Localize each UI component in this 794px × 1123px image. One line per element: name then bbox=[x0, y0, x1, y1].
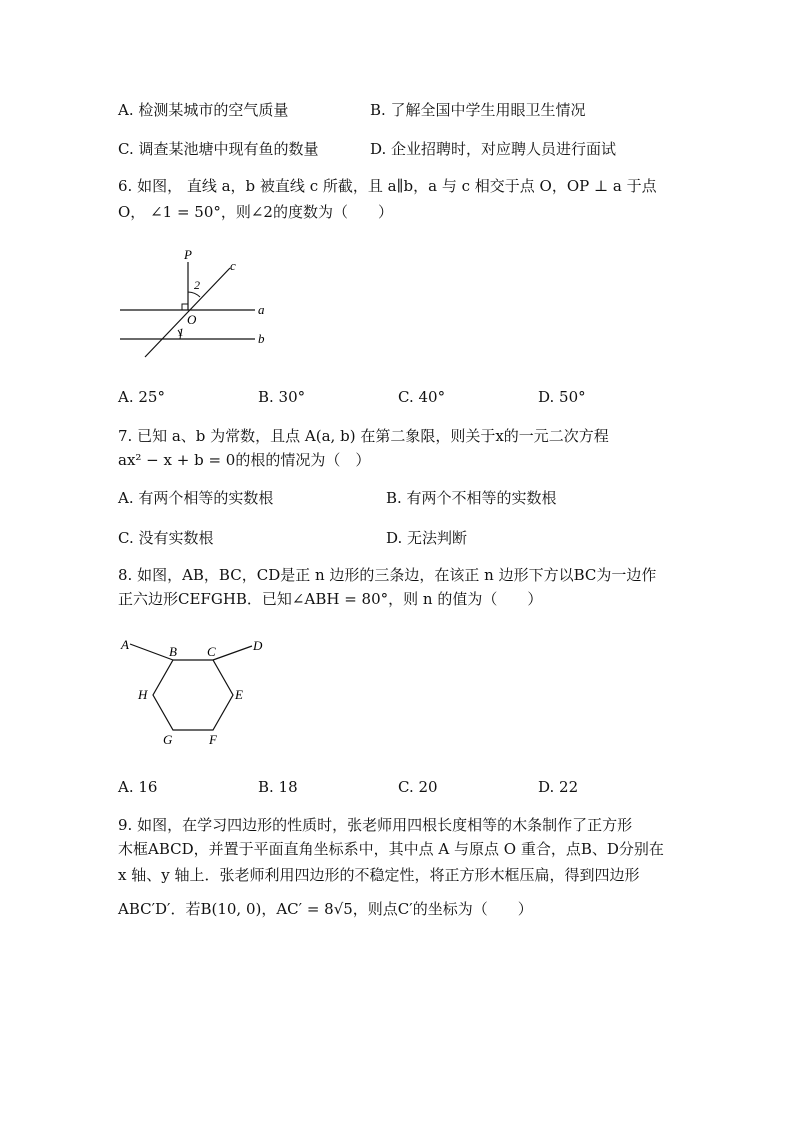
q9-stem-line4: ABC′D′．若B(10, 0)，AC′ = 8√5，则点C′的坐标为（ ） bbox=[118, 900, 533, 918]
q7-option-d: D. 无法判断 bbox=[386, 529, 468, 547]
q5-option-a: A. 检测某城市的空气质量 bbox=[118, 101, 289, 119]
angle-2-arc bbox=[188, 292, 200, 297]
q9-stem-line2: 木框ABCD，并置于平面直角坐标系中，其中点 A 与原点 O 重合，点B、D分别在 bbox=[118, 840, 664, 858]
q8-option-a: A. 16 bbox=[118, 778, 158, 796]
label-d: D bbox=[253, 638, 263, 653]
q5-option-b: B. 了解全国中学生用眼卫生情况 bbox=[370, 101, 586, 119]
q7-stem-line1: 7. 已知 a、b 为常数，且点 A(a, b) 在第二象限，则关于x的一元二次方程 bbox=[118, 427, 609, 445]
label-f: F bbox=[209, 732, 217, 747]
segment-cd bbox=[213, 646, 252, 660]
label-e: E bbox=[235, 687, 243, 702]
q6-figure bbox=[110, 240, 280, 365]
label-c: C bbox=[207, 644, 216, 659]
q8-stem-line2: 正六边形CEFGHB．已知∠ABH = 80°，则 n 的值为（ ） bbox=[118, 590, 543, 608]
q5-option-d: D. 企业招聘时，对应聘人员进行面试 bbox=[370, 140, 617, 158]
hexagon-cefghb bbox=[153, 660, 233, 730]
label-c: c bbox=[230, 258, 236, 273]
q6-option-b: B. 30° bbox=[258, 388, 306, 406]
label-b: B bbox=[169, 644, 177, 659]
label-2: 2 bbox=[194, 278, 200, 292]
q6-stem-line2: O， ∠1 = 50°，则∠2的度数为（ ） bbox=[118, 203, 393, 221]
q5-option-c: C. 调查某池塘中现有鱼的数量 bbox=[118, 140, 319, 158]
right-angle-mark bbox=[182, 304, 188, 310]
q7-option-b: B. 有两个不相等的实数根 bbox=[386, 489, 557, 507]
q7-option-c: C. 没有实数根 bbox=[118, 529, 214, 547]
q6-option-a: A. 25° bbox=[118, 388, 165, 406]
q6-option-d: D. 50° bbox=[538, 388, 586, 406]
q9-stem-line1: 9. 如图，在学习四边形的性质时，张老师用四根长度相等的木条制作了正方形 bbox=[118, 816, 633, 834]
q8-figure bbox=[110, 632, 280, 752]
label-p: P bbox=[184, 247, 192, 262]
segment-ab bbox=[130, 644, 173, 660]
q8-option-c: C. 20 bbox=[398, 778, 438, 796]
label-b: b bbox=[258, 331, 265, 346]
q6-stem-line1: 6. 如图， 直线 a，b 被直线 c 所截，且 a∥b，a 与 c 相交于点 O，OP ⊥ a 于点 bbox=[118, 177, 657, 195]
q9-stem-line3: x 轴、y 轴上．张老师利用四边形的不稳定性，将正方形木框压扁，得到四边形 bbox=[118, 866, 640, 884]
label-1: 1 bbox=[178, 325, 184, 339]
q6-option-c: C. 40° bbox=[398, 388, 446, 406]
label-a: A bbox=[121, 637, 129, 652]
label-g: G bbox=[163, 732, 173, 747]
label-a: a bbox=[258, 302, 265, 317]
label-o: O bbox=[187, 312, 197, 327]
q7-stem-line2: ax² − x + b = 0的根的情况为（ ） bbox=[118, 451, 371, 469]
label-h: H bbox=[138, 687, 148, 702]
q8-option-d: D. 22 bbox=[538, 778, 579, 796]
q8-stem-line1: 8. 如图，AB，BC，CD是正 n 边形的三条边，在该正 n 边形下方以BC为一边作 bbox=[118, 566, 657, 584]
q8-option-b: B. 18 bbox=[258, 778, 298, 796]
q7-option-a: A. 有两个相等的实数根 bbox=[118, 489, 274, 507]
